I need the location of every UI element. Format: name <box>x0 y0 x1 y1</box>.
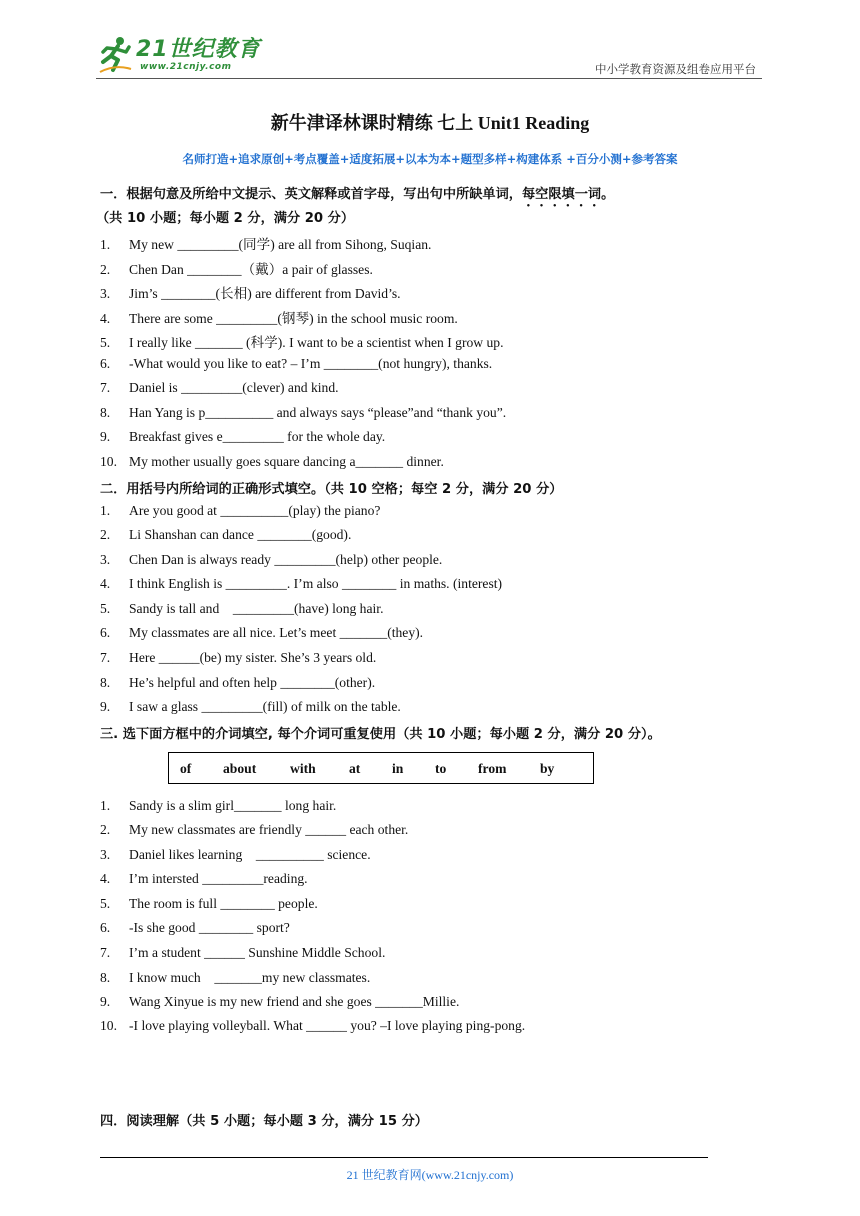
word-option: by <box>540 761 555 776</box>
question-text: My mother usually goes square dancing a_______ dinner. <box>129 454 444 469</box>
question-text: Jim’s ________(长相) are different from David’s. <box>129 286 401 301</box>
question-text: Here ______(be) my sister. She’s 3 years old. <box>129 650 377 665</box>
question-text: My new _________(同学) are all from Sihong, Suqian. <box>129 237 432 252</box>
question-text: -Is she good ________ sport? <box>129 920 290 935</box>
question-text: I’m a student ______ Sunshine Middle School. <box>129 945 386 960</box>
question-text: I think English is _________. I’m also ________ in maths. (interest) <box>129 576 503 591</box>
list-item: 7. Daniel is _________(clever) and kind. <box>100 380 339 395</box>
question-text: -I love playing volleyball. What ______ you? –I love playing ping-pong. <box>129 1018 526 1033</box>
word-option: in <box>392 761 404 776</box>
list-item: 5. The room is full ________ people. <box>100 896 318 911</box>
section-2-heading: 二．用括号内所给词的正确形式填空。（共 10 空格；每空 2 分，满分 20 分） <box>100 482 563 497</box>
word-option: about <box>223 761 257 776</box>
question-text: Are you good at __________(play) the piano? <box>129 503 381 518</box>
question-text: I saw a glass _________(fill) of milk on the table. <box>129 699 401 714</box>
list-item: 6. -Is she good ________ sport? <box>100 920 290 935</box>
question-text: He’s helpful and often help ________(other). <box>129 675 376 690</box>
word-option: of <box>180 761 192 776</box>
question-text: -What would you like to eat? – I’m ________(not hungry), thanks. <box>129 356 493 371</box>
list-item: 3. Chen Dan is always ready _________(help) other people. <box>100 552 443 567</box>
list-item: 3. Daniel likes learning __________ science. <box>100 847 371 862</box>
question-text: I’m intersted _________reading. <box>129 871 308 886</box>
list-item: 8. He’s helpful and often help ________(other). <box>100 675 376 690</box>
section-1-heading-emphasis: 每空限填一词 <box>522 187 602 202</box>
question-text: My new classmates are friendly ______ each other. <box>129 822 409 837</box>
list-item: 4. I think English is _________. I’m also ________ in maths. (interest) <box>100 576 503 591</box>
section-1-info: （共 10 小题；每小题 2 分，满分 20 分） <box>96 211 355 226</box>
list-item: 10. -I love playing volleyball. What ______ you? –I love playing ping-pong. <box>100 1018 526 1033</box>
logo-url: www.21cnjy.com <box>140 62 232 72</box>
preposition-word-box <box>168 752 594 784</box>
logo-title: 21世纪教育 <box>136 37 261 62</box>
list-item: 6. -What would you like to eat? – I’m ________(not hungry), thanks. <box>100 356 493 371</box>
section-1-heading-end: 。 <box>601 187 615 202</box>
list-item: 4. I’m intersted _________reading. <box>100 871 308 886</box>
page-subtitle: 名师打造+追求原创+考点覆盖+适度拓展+以本为本+题型多样+构建体系 +百分小测+参考答案 <box>182 152 678 166</box>
question-text: I really like _______ (科学). I want to be a scientist when I grow up. <box>129 335 504 350</box>
question-text: Breakfast gives e_________ for the whole day. <box>129 429 386 444</box>
list-item: 8. I know much _______my new classmates. <box>100 970 371 985</box>
list-item: 5. Sandy is tall and _________(have) long hair. <box>100 601 384 616</box>
question-text: Daniel is _________(clever) and kind. <box>129 380 339 395</box>
list-item: 2. Li Shanshan can dance ________(good). <box>100 527 352 542</box>
site-logo <box>92 32 267 78</box>
list-item: 2. Chen Dan ________（戴）a pair of glasses. <box>100 262 373 277</box>
question-text: Wang Xinyue is my new friend and she goes _______Millie. <box>129 994 460 1009</box>
word-option: with <box>290 761 316 776</box>
list-item: 7. Here ______(be) my sister. She’s 3 years old. <box>100 650 377 665</box>
question-text: Chen Dan is always ready _________(help) other people. <box>129 552 443 567</box>
list-item: 1. Sandy is a slim girl_______ long hair. <box>100 798 337 813</box>
list-item: 1. Are you good at __________(play) the piano? <box>100 503 381 518</box>
page-title: 新牛津译林课时精练 七上 Unit1 Reading <box>270 113 590 133</box>
page-header <box>0 0 860 80</box>
platform-tagline: 中小学教育资源及组卷应用平台 <box>595 62 756 76</box>
question-text: Sandy is tall and _________(have) long hair. <box>129 601 384 616</box>
list-item: 6. My classmates are all nice. Let’s meet _______(they). <box>100 625 424 640</box>
list-item: 8. Han Yang is p__________ and always says “please”and “thank you”. <box>100 405 507 420</box>
question-text: Daniel likes learning __________ science. <box>129 847 371 862</box>
question-text: Li Shanshan can dance ________(good). <box>129 527 352 542</box>
list-item: 9. Wang Xinyue is my new friend and she goes _______Millie. <box>100 994 460 1009</box>
list-item: 5. I really like _______ (科学). I want to be a scientist when I grow up. <box>100 335 504 350</box>
question-text: There are some _________(钢琴) in the school music room. <box>129 311 458 326</box>
question-text: Han Yang is p__________ and always says “please”and “thank you”. <box>129 405 507 420</box>
section-1-heading <box>100 183 614 210</box>
section-4-heading: 四．阅读理解（共 5 小题；每小题 3 分，满分 15 分） <box>100 1114 428 1129</box>
question-text: My classmates are all nice. Let’s meet _______(they). <box>129 625 424 640</box>
header-divider <box>96 78 762 79</box>
question-text: The room is full ________ people. <box>129 896 318 911</box>
question-text: Chen Dan ________（戴）a pair of glasses. <box>129 262 373 277</box>
word-option: at <box>349 761 361 776</box>
word-option: from <box>478 761 507 776</box>
list-item: 3. Jim’s ________(长相) are different from David’s. <box>100 286 401 301</box>
list-item: 9. I saw a glass _________(fill) of milk on the table. <box>100 699 401 714</box>
list-item: 9. Breakfast gives e_________ for the whole day. <box>100 429 386 444</box>
list-item: 4. There are some _________(钢琴) in the school music room. <box>100 311 458 326</box>
section-3-heading: 三. 选下面方框中的介词填空, 每个介词可重复使用（共 10 小题；每小题 2 分，满分 20 分）。 <box>100 727 661 742</box>
question-text: I know much _______my new classmates. <box>129 970 371 985</box>
list-item: 1. My new _________(同学) are all from Sihong, Suqian. <box>100 237 432 252</box>
list-item: 2. My new classmates are friendly ______ each other. <box>100 822 409 837</box>
word-option: to <box>435 761 447 776</box>
footer-divider <box>100 1157 708 1158</box>
question-text: Sandy is a slim girl_______ long hair. <box>129 798 337 813</box>
runner-logo-icon <box>98 36 132 74</box>
section-1-heading-text: 一．根据句意及所给中文提示、英文解释或首字母，写出句中所缺单词， <box>100 187 522 202</box>
list-item: 10. My mother usually goes square dancing a_______ dinner. <box>100 454 444 469</box>
list-item: 7. I’m a student ______ Sunshine Middle School. <box>100 945 386 960</box>
page-footer: 21 世纪教育网(www.21cnjy.com) <box>346 1168 514 1182</box>
